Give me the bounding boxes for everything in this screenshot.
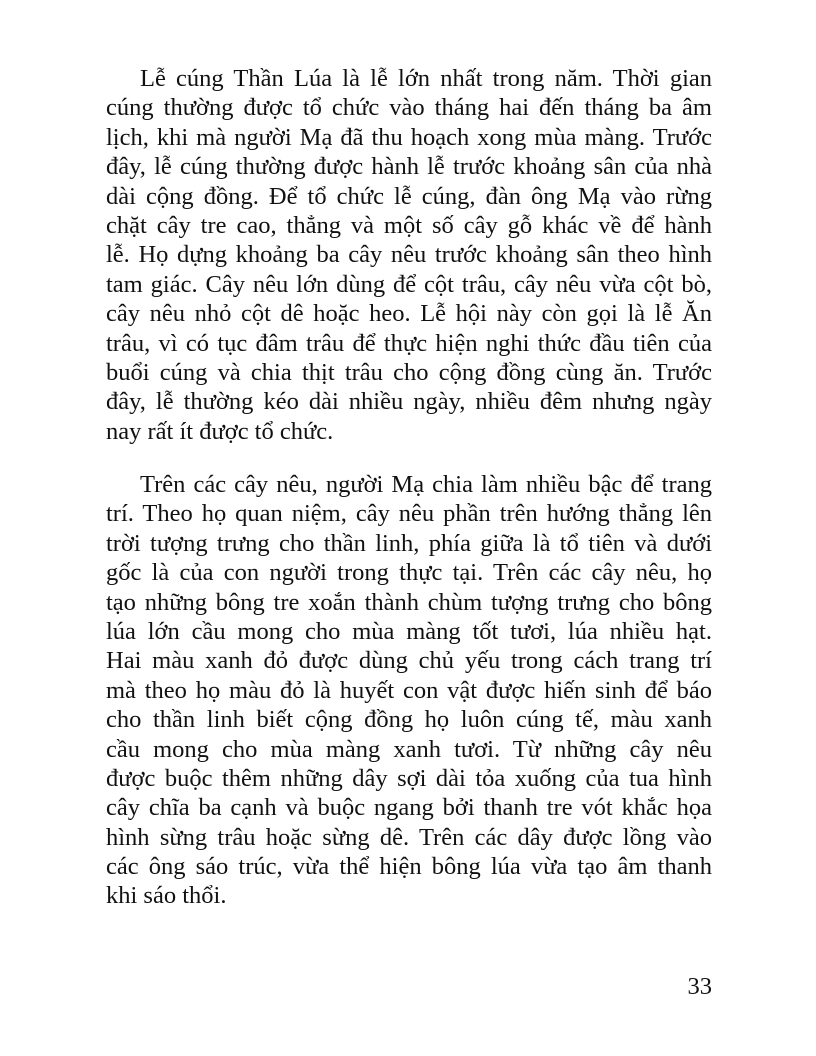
text-line: tam giác. Cây nêu lớn dùng để cột trâu, cây nêu vừa cột bò,	[106, 270, 712, 298]
page-number: 33	[687, 973, 712, 1000]
text-line: Trên các cây nêu, người Mạ chia làm nhiều bậc để trang	[140, 471, 712, 498]
text-line: khi sáo thổi.	[106, 882, 227, 910]
text-line: buổi cúng và chia thịt trâu cho cộng đồng cùng ăn. Trước	[106, 358, 712, 386]
text-line: trí. Theo họ quan niệm, cây nêu phần trên hướng thẳng lên	[106, 500, 712, 528]
paragraph-1	[106, 64, 712, 446]
text-line: lúa lớn cầu mong cho mùa màng tốt tươi, lúa nhiều hạt.	[106, 617, 712, 645]
text-line: cây chĩa ba cạnh và buộc ngang bởi thanh tre vót khắc họa	[106, 794, 712, 822]
text-line: các ông sáo trúc, vừa thể hiện bông lúa vừa tạo âm thanh	[106, 853, 712, 881]
text-line: nay rất ít được tổ chức.	[106, 417, 334, 445]
text-line: tạo những bông tre xoắn thành chùm tượng trưng cho bông	[106, 588, 712, 616]
text-line: chặt cây tre cao, thẳng và một số cây gỗ khác về để hành	[106, 211, 712, 239]
text-line: cầu mong cho mùa màng xanh tươi. Từ những cây nêu	[106, 735, 712, 763]
text-line: đây, lễ cúng thường được hành lễ trước khoảng sân của nhà	[106, 153, 712, 181]
text-line: trời tượng trưng cho thần linh, phía giữa là tổ tiên và dưới	[106, 529, 712, 557]
text-line: lịch, khi mà người Mạ đã thu hoạch xong mùa màng. Trước	[106, 123, 712, 151]
text-line: lễ. Họ dựng khoảng ba cây nêu trước khoảng sân theo hình	[106, 241, 712, 269]
text-line: mà theo họ màu đỏ là huyết con vật được hiến sinh để báo	[106, 676, 712, 704]
paragraph-2	[106, 470, 712, 911]
text-line: gốc là của con người trong thực tại. Trên các cây nêu, họ	[106, 559, 712, 587]
text-line: trâu, vì có tục đâm trâu để thực hiện nghi thức đầu tiên của	[106, 329, 712, 357]
text-line: Lễ cúng Thần Lúa là lễ lớn nhất trong năm. Thời gian	[140, 65, 712, 92]
text-line: dài cộng đồng. Để tổ chức lễ cúng, đàn ông Mạ vào rừng	[106, 182, 712, 210]
text-line: cây nêu nhỏ cột dê hoặc heo. Lễ hội này còn gọi là lễ Ăn	[106, 300, 712, 328]
text-line: được buộc thêm những dây sợi dài tỏa xuống của tua hình	[106, 764, 712, 792]
text-line: cúng thường được tổ chức vào tháng hai đến tháng ba âm	[106, 94, 712, 122]
text-line: Hai màu xanh đỏ được dùng chủ yếu trong cách trang trí	[106, 647, 712, 675]
text-line: hình sừng trâu hoặc sừng dê. Trên các dây được lồng vào	[106, 823, 712, 851]
text-line: cho thần linh biết cộng đồng họ luôn cúng tế, màu xanh	[106, 706, 712, 734]
text-line: đây, lễ thường kéo dài nhiều ngày, nhiều đêm nhưng ngày	[106, 388, 712, 416]
